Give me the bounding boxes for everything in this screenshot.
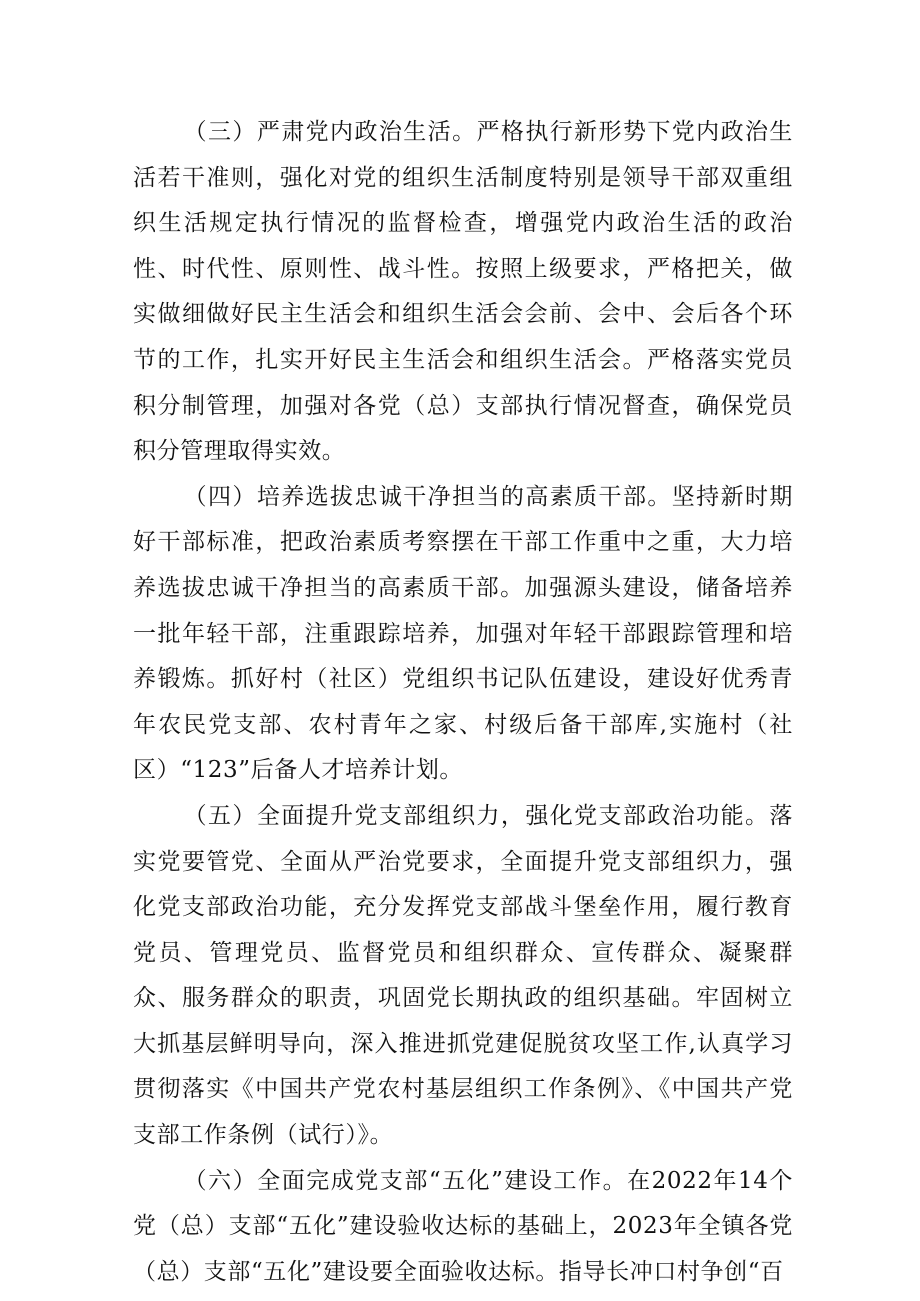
paragraph-strict-political-life: （三）严肃党内政治生活。严格执行新形势下党内政治生活若干准则，强化对党的组织生活制度特别是领导干部双重组织生活规定执行情况的监督检查，增强党内政治生活的政治性、时代性、原则性、战斗性。按照上级要求，严格把关，做实做细做好民主生活会和组织生活会会前、会中、会后各个环节的工作，扎实开好民主生活会和组织生活会。严格落实党员积分制管理，加强对各党（总）支部执行情况督查，确保党员积分管理取得实效。: [133, 119, 793, 465]
document-body: [133, 110, 793, 1295]
paragraph-branch-organization: （五）全面提升党支部组织力，强化党支部政治功能。落实党要管党、全面从严治党要求，全面提升党支部组织力，强化党支部政治功能，充分发挥党支部战斗堡垒作用，履行教育党员、管理党员、监督党员和组织群众、宣传群众、凝聚群众、服务群众的职责，巩固党长期执政的组织基础。牢固树立大抓基层鲜明导向，深入推进抓党建促脱贫攻坚工作,认真学习贯彻落实《中国共产党农村基层组织工作条例》、《中国共产党支部工作条例（试行）》。: [133, 802, 793, 1149]
paragraph-cadre-training: （四）培养选拔忠诚干净担当的高素质干部。坚持新时期好干部标准，把政治素质考察摆在干部工作重中之重，大力培养选拔忠诚干净担当的高素质干部。加强源头建设，储备培养一批年轻干部，注重跟踪培养，加强对年轻干部跟踪管理和培养锻炼。抓好村（社区）党组织书记队伍建设，建设好优秀青年农民党支部、农村青年之家、村级后备干部库,实施村（社区）“123”后备人才培养计划。: [133, 483, 793, 784]
paragraph-five-modernizations: （六）全面完成党支部“五化”建设工作。在2022年14个党（总）支部“五化”建设验收达标的基础上，2023年全镇各党（总）支部“五化”建设要全面验收达标。指导长冲口村争创“百: [133, 1167, 793, 1285]
